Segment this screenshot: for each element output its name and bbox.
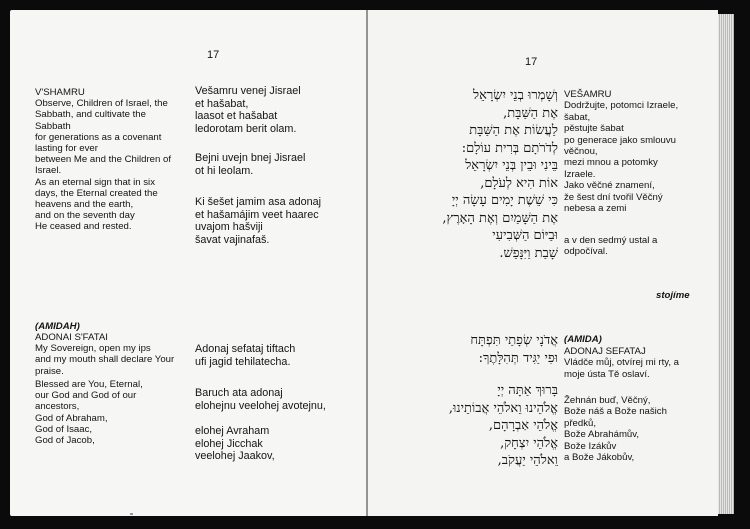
text-line: et hašabat, <box>195 97 249 110</box>
text-line: Israel. <box>35 165 62 177</box>
text-line: šabat, <box>564 111 591 123</box>
text-line: věčnou, <box>564 146 598 158</box>
text-line: ufi jagid tehilatecha. <box>195 355 291 368</box>
amida-czech-1 <box>564 346 679 380</box>
text-line: וּבַיּוֹם הַשְּׁבִיעִי <box>492 228 558 243</box>
text-line: Izraele. <box>564 168 596 180</box>
text-line: šavat vajinafaš. <box>195 233 270 246</box>
text-line: ot hi leolam. <box>195 164 254 177</box>
text-line: laasot et hašabat <box>195 110 278 123</box>
amidah-translit-1 <box>195 343 295 368</box>
text-line: že šest dní tvořil Věčný <box>564 191 663 203</box>
text-line: אֶת הַשַּׁבָּת, <box>503 105 558 121</box>
text-line: As an eternal sign that in six <box>35 176 155 188</box>
text-line: He ceased and rested. <box>35 221 132 233</box>
page-number: 17 <box>525 56 538 68</box>
left-page <box>10 10 366 516</box>
right-page <box>368 10 718 516</box>
amida-czech-2 <box>564 395 667 463</box>
text-line: heavens and the earth, <box>35 199 134 211</box>
text-line: Jako věčné znamení, <box>564 180 655 192</box>
text-line: moje ústa Tě oslaví. <box>564 368 650 380</box>
text-line: po generace jako smlouvu <box>564 134 676 146</box>
text-line: ledorotam berit olam. <box>195 122 297 135</box>
text-line: Adonaj sefataj tiftach <box>195 343 296 355</box>
page-edges <box>718 14 734 514</box>
text-line: Vládče můj, otvírej mi rty, a <box>564 357 679 369</box>
text-line: אֲדֹנָי שְׂפָתַי תִּפְתָּח <box>470 333 558 348</box>
text-line: and on the seventh day <box>35 210 135 222</box>
text-line: odpočíval. <box>564 246 608 258</box>
amida-heading: (AMIDA) <box>564 334 602 345</box>
text-line: a v den sedmý ustal a <box>564 235 658 246</box>
vshamru-czech <box>564 89 678 214</box>
amidah-translit-3 <box>195 425 275 463</box>
text-line: ADONAJ SEFATAJ <box>564 346 646 357</box>
text-line: elohejnu veelohej avotejnu, <box>195 399 326 412</box>
text-line: אֱלֹהֵי יִצְחָק, <box>500 435 558 451</box>
text-line: לַעֲשׂוֹת אֶת הַשַּׁבָּת <box>469 123 558 138</box>
vshamru-czech-2 <box>564 235 657 258</box>
vshamru-translit-1 <box>195 85 301 135</box>
speck <box>130 513 133 515</box>
text-line: and my mouth shall declare Your <box>35 354 175 366</box>
text-line: God of Abraham, <box>35 412 108 424</box>
text-line: předků, <box>564 417 596 429</box>
text-line: mezi mnou a potomky <box>564 157 658 169</box>
text-line: לְדֹרֹתָם בְּרִית עוֹלָם: <box>461 140 558 156</box>
text-line: days, the Eternal created the <box>35 187 158 199</box>
text-line: Bejni uvejn bnej Jisrael <box>195 152 306 164</box>
text-line: כִּי שֵׁשֶׁת יָמִים עָשָׂה יְיָ <box>451 193 558 208</box>
text-line: וּפִי יַגִּיד תְּהִלָּתֶךָ: <box>478 350 558 366</box>
text-line: VEŠAMRU <box>564 89 612 100</box>
text-line: בֵּינִי וּבֵין בְּנֵי יִשְׂרָאֵל <box>465 158 558 173</box>
text-line: Observe, Children of Israel, the <box>35 98 168 110</box>
text-line: elohej Avraham <box>195 425 270 437</box>
text-line: veelohej Jaakov, <box>195 450 275 463</box>
page-number: 17 <box>207 49 220 61</box>
amidah-heading: (AMIDAH) <box>35 321 80 332</box>
amidah-hebrew-1 <box>470 332 558 367</box>
text-line: Vešamru venej Jisrael <box>195 85 301 97</box>
text-line: Blessed are You, Eternal, <box>35 379 143 390</box>
amidah-hebrew-2 <box>449 382 558 470</box>
text-line: וֵאלֹהֵי יַעֲקֹב, <box>497 453 558 468</box>
stojime-instruction: stojíme <box>656 290 690 301</box>
vshamru-english <box>35 87 171 233</box>
text-line: our God and God of our <box>35 390 137 402</box>
text-line: Žehnán buď, Věčný, <box>564 395 651 406</box>
text-line: בָּרוּךְ אַתָּה יְיָ <box>497 383 558 398</box>
amidah-translit-2 <box>195 387 326 412</box>
text-line: for generations as a covenant <box>35 131 162 143</box>
amidah-english-2 <box>35 379 143 446</box>
vshamru-translit-2 <box>195 152 305 177</box>
text-line: ADONAI S'FATAI <box>35 332 108 343</box>
text-line: אֱלֹהֵי אַבְרָהָם, <box>488 418 558 433</box>
text-line: Sabbath, and cultivate the <box>35 109 146 121</box>
text-line: et hašamájim veet haarec <box>195 208 319 221</box>
text-line: Dodržujte, potomci Izraele, <box>564 100 679 112</box>
text-line: Sabbath <box>35 120 71 132</box>
text-line: Bože Abrahámův, <box>564 429 640 441</box>
text-line: uvajom hašviji <box>195 221 263 234</box>
vshamru-hebrew <box>442 87 558 262</box>
text-line: praise. <box>35 365 64 377</box>
text-line: ancestors, <box>35 401 80 413</box>
text-line: a Bože Jákobův, <box>564 452 635 464</box>
text-line: Baruch ata adonaj <box>195 387 283 399</box>
text-line: אֱלֹהֵינוּ וֵאלֹהֵי אֲבוֹתֵינוּ, <box>448 400 558 416</box>
text-line: God of Isaac, <box>35 423 93 435</box>
text-line: Bože Izákův <box>564 440 617 452</box>
text-line: nebesa a zemi <box>564 203 627 215</box>
text-line: between Me and the Children of <box>35 154 171 166</box>
text-line: אוֹת הִיא לְעֹלָם, <box>480 175 558 191</box>
text-line: God of Jacob, <box>35 435 95 447</box>
text-line: שָׁבַת וַיִּנָּפַשׁ. <box>499 245 558 261</box>
text-line: elohej Jicchak <box>195 437 263 450</box>
vshamru-translit-3 <box>195 196 321 246</box>
text-line: אֶת הַשָּׁמַיִם וְאֶת הָאָרֶץ, <box>442 210 558 226</box>
text-line: My Sovereign, open my ips <box>35 343 151 355</box>
text-line: Bože náš a Bože našich <box>564 406 667 418</box>
text-line: V'SHAMRU <box>35 87 85 98</box>
text-line: pěstujte šabat <box>564 123 624 135</box>
amidah-english-1 <box>35 332 174 377</box>
text-line: וְשָׁמְרוּ בְנֵי יִשְׂרָאֵל <box>473 88 558 103</box>
text-line: Ki šešet jamim asa adonaj <box>195 196 322 208</box>
text-line: lasting for ever <box>35 143 98 155</box>
